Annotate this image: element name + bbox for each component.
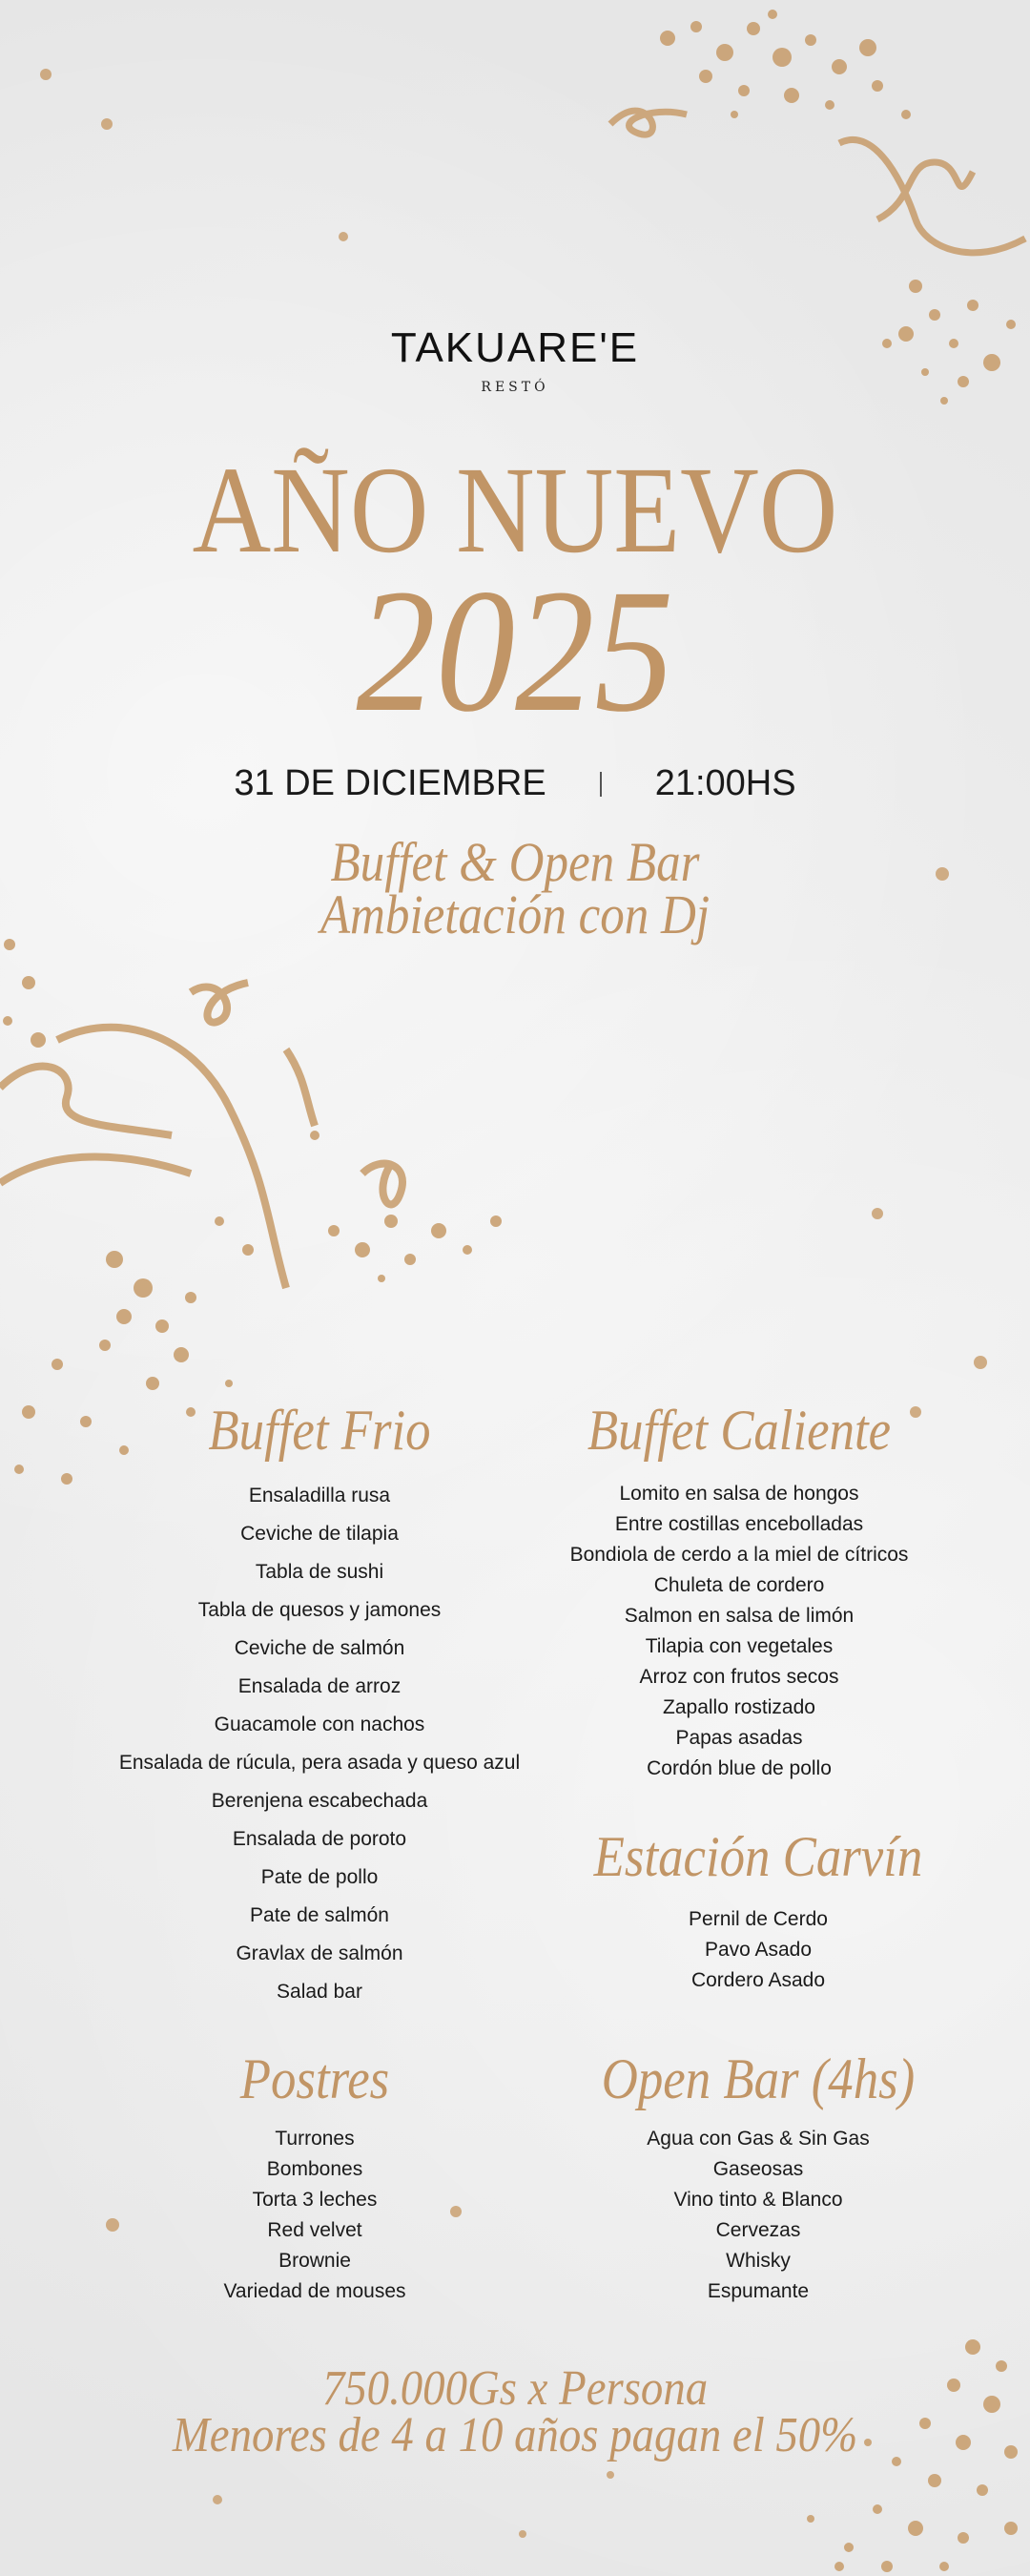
open-bar-list <box>520 2124 997 2307</box>
section-title-carving-station: Estación Carvín <box>593 1825 923 1888</box>
menu-item: Ceviche de salmón <box>234 1637 405 1659</box>
hot-buffet-list <box>505 1479 973 1784</box>
menu-item: Red velvet <box>267 2219 362 2241</box>
event-time: 21:00HS <box>654 763 796 803</box>
section-title-hot-buffet: Buffet Caliente <box>587 1399 892 1462</box>
event-title: AÑO NUEVO <box>192 442 838 579</box>
logo <box>0 324 1030 395</box>
menu-item: Vino tinto & Blanco <box>673 2189 843 2211</box>
logo-wordmark: TAKUARE'E <box>390 324 640 371</box>
menu-item: Pernil de Cerdo <box>689 1908 828 1930</box>
menu-item: Bondiola de cerdo a la miel de cítricos <box>569 1544 909 1566</box>
menu-item: Ensalada de arroz <box>237 1675 402 1697</box>
menu-item: Bombones <box>266 2158 363 2180</box>
menu-item: Berenjena escabechada <box>211 1790 428 1812</box>
menu-item: Papas asadas <box>675 1727 803 1749</box>
menu-item: Espumante <box>707 2280 810 2302</box>
tagline: Ambietación con Dj <box>319 883 711 945</box>
menu-item: Cordón blue de pollo <box>647 1757 832 1779</box>
menu-item: Ensalada de poroto <box>232 1828 407 1850</box>
event-date: 31 DE DICIEMBRE <box>234 763 546 803</box>
date-time-line <box>0 763 1030 804</box>
menu-item: Pavo Asado <box>704 1939 813 1961</box>
menu-item: Ensaladilla rusa <box>248 1485 391 1506</box>
menu-item: Guacamole con nachos <box>214 1714 425 1735</box>
separator <box>600 772 602 797</box>
price-per-person: 750.000Gs x Persona <box>321 2361 709 2416</box>
section-title-open-bar: Open Bar (4hs) <box>601 2047 916 2110</box>
cold-buffet-list <box>86 1477 553 2011</box>
menu-item: Chuleta de cordero <box>653 1574 825 1596</box>
carving-station-list <box>520 1904 997 1996</box>
menu-item: Tilapia con vegetales <box>645 1635 834 1657</box>
menu-item: Arroz con frutos secos <box>639 1666 839 1688</box>
menu-item: Tabla de quesos y jamones <box>197 1599 442 1621</box>
menu-item: Salmon en salsa de limón <box>624 1605 855 1627</box>
logo-subtitle: RESTÓ <box>481 380 549 395</box>
section-title-cold-buffet: Buffet Frio <box>208 1399 431 1462</box>
menu-item: Turrones <box>275 2128 355 2150</box>
menu-item: Entre costillas encebolladas <box>614 1513 864 1535</box>
menu-item: Torta 3 leches <box>252 2189 378 2211</box>
children-pricing-note: Menores de 4 a 10 años pagan el 50% <box>172 2408 858 2462</box>
menu-item: Whisky <box>726 2250 791 2272</box>
menu-item: Pate de salmón <box>250 1904 389 1926</box>
menu-item: Zapallo rostizado <box>663 1696 815 1718</box>
menu-item: Ensalada de rúcula, pera asada y queso azul <box>118 1752 521 1774</box>
desserts-list <box>86 2124 544 2307</box>
menu-item: Lomito en salsa de hongos <box>619 1483 859 1505</box>
menu-item: Cervezas <box>715 2219 801 2241</box>
menu-item: Ceviche de tilapia <box>240 1523 399 1545</box>
section-title-desserts: Postres <box>239 2047 390 2110</box>
event-year: 2025 <box>356 553 674 749</box>
menu-item: Pate de pollo <box>260 1866 379 1888</box>
menu-item: Variedad de mouses <box>223 2280 406 2302</box>
menu-item: Tabla de sushi <box>255 1561 384 1583</box>
menu-item: Gravlax de salmón <box>236 1942 403 1964</box>
menu-item: Cordero Asado <box>690 1969 826 1991</box>
tagline: Buffet & Open Bar <box>330 831 700 893</box>
menu-item: Agua con Gas & Sin Gas <box>647 2128 870 2150</box>
menu-item: Brownie <box>278 2250 351 2272</box>
menu-item: Gaseosas <box>712 2158 804 2180</box>
menu-item: Salad bar <box>277 1981 362 2003</box>
